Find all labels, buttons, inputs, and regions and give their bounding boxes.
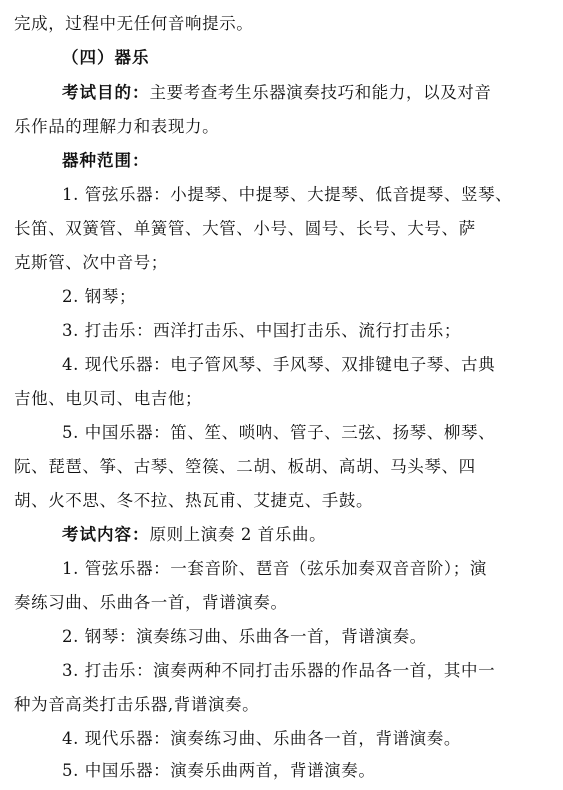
content-item-3-continued: 种为音高类打击乐器,背谱演奏。 (14, 695, 260, 714)
range-item-3: 3. 打击乐：西洋打击乐、中国打击乐、流行打击乐； (62, 321, 461, 340)
content-item-5: 5. 中国乐器：演奏乐曲两首，背谱演奏。 (62, 761, 376, 780)
purpose-paragraph (62, 76, 538, 110)
range-item-5-continued: 阮、琵琶、筝、古琴、箜篌、二胡、板胡、高胡、马头琴、四 (14, 457, 476, 476)
range-item-5: 5. 中国乐器：笛、笙、唢呐、管子、三弦、扬琴、柳琴、 (62, 423, 496, 442)
range-item-1-end: 克斯管、次中音号； (14, 253, 168, 272)
range-item-2: 2. 钢琴； (62, 287, 137, 306)
content-paragraph (62, 518, 326, 552)
range-item-1-continued: 长笛、双簧管、单簧管、大管、小号、圆号、长号、大号、萨 (14, 219, 476, 238)
range-label: 器种范围： (62, 151, 150, 170)
content-item-3: 3. 打击乐：演奏两种不同打击乐器的作品各一首，其中一 (62, 661, 496, 680)
range-item-1: 1. 管弦乐器：小提琴、中提琴、大提琴、低音提琴、竖琴、 (62, 185, 513, 204)
content-item-1: 1. 管弦乐器：一套音阶、琶音（弦乐加奏双音音阶）；演 (62, 559, 487, 578)
range-item-4: 4. 现代乐器：电子管风琴、手风琴、双排键电子琴、古典 (62, 355, 496, 374)
range-item-5-end: 胡、火不思、冬不拉、热瓦甫、艾捷克、手鼓。 (14, 491, 374, 510)
content-item-4: 4. 现代乐器：演奏练习曲、乐曲各一首，背谱演奏。 (62, 729, 461, 748)
content-intro: 原则上演奏 2 首乐曲。 (149, 525, 327, 544)
continuation-text: 完成，过程中无任何音响提示。 (14, 14, 254, 33)
content-item-1-continued: 奏练习曲、乐曲各一首，背谱演奏。 (14, 593, 288, 612)
content-label: 考试内容： (62, 525, 150, 544)
purpose-text: 主要考查考生乐器演奏技巧和能力，以及对音 (149, 83, 492, 102)
purpose-text-continued: 乐作品的理解力和表现力。 (14, 117, 220, 136)
range-item-4-continued: 吉他、电贝司、电吉他； (14, 389, 203, 408)
purpose-label: 考试目的： (62, 83, 150, 102)
content-item-2: 2. 钢琴：演奏练习曲、乐曲各一首，背谱演奏。 (62, 627, 427, 646)
section-heading: （四）器乐 (62, 48, 150, 67)
